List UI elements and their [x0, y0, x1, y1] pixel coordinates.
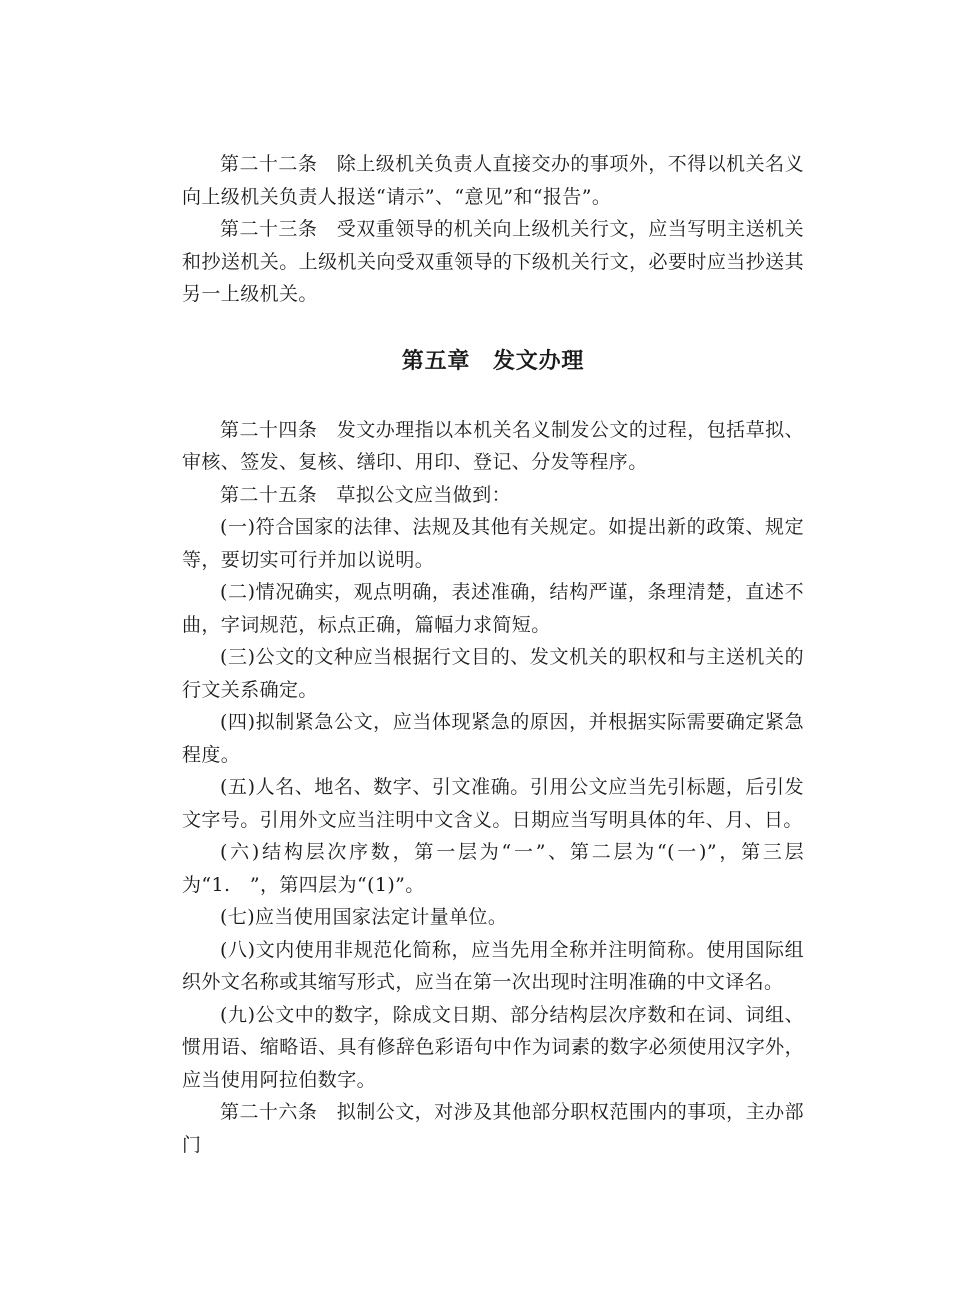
article-25-item-6: (六)结构层次序数，第一层为“一”、第二层为“(一)”，第三层为“1. ”，第四层为“(1)”。 — [182, 841, 804, 896]
article-25-item-1: (一)符合国家的法律、法规及其他有关规定。如提出新的政策、规定等，要切实可行并加以说明。 — [182, 516, 804, 571]
article-25-item-9: (九)公文中的数字，除成文日期、部分结构层次序数和在词、词组、惯用语、缩略语、具有修辞色彩语句中作为词素的数字必须使用汉字外，应当使用阿拉伯数字。 — [182, 1003, 804, 1091]
article-25-item-3: (三)公文的文种应当根据行文目的、发文机关的职权和与主送机关的行文关系确定。 — [182, 646, 804, 701]
article-22: 第二十二条 除上级机关负责人直接交办的事项外，不得以机关名义向上级机关负责人报送“请示”、“意见”和“报告”。 — [182, 153, 804, 208]
article-25-item-8: (八)文内使用非规范化简称，应当先用全称并注明简称。使用国际组织外文名称或其缩写形式，应当在第一次出现时注明准确的中文译名。 — [182, 938, 804, 993]
article-26: 第二十六条 拟制公文，对涉及其他部分职权范围内的事项，主办部门 — [182, 1101, 804, 1156]
article-25-item-4: (四)拟制紧急公文，应当体现紧急的原因，并根据实际需要确定紧急程度。 — [182, 711, 804, 766]
chapter-title: 第五章 发文办理 — [401, 347, 585, 374]
article-25-item-5: (五)人名、地名、数字、引文准确。引用公文应当先引标题，后引发文字号。引用外文应当注明中文含义。日期应当写明具体的年、月、日。 — [182, 776, 804, 831]
article-25: 第二十五条 草拟公文应当做到： — [220, 483, 512, 506]
article-24: 第二十四条 发文办理指以本机关名义制发公文的过程，包括草拟、审核、签发、复核、缮印、用印、登记、分发等程序。 — [182, 418, 804, 473]
article-23: 第二十三条 受双重领导的机关向上级机关行文，应当写明主送机关和抄送机关。上级机关向受双重领导的下级机关行文，必要时应当抄送其另一上级机关。 — [182, 218, 804, 305]
document-page — [182, 148, 804, 1161]
article-25-item-2: (二)情况确实，观点明确，表述准确，结构严谨，条理清楚，直述不曲，字词规范，标点正确，篇幅力求简短。 — [182, 581, 804, 636]
article-25-item-7: (七)应当使用国家法定计量单位。 — [220, 906, 508, 928]
